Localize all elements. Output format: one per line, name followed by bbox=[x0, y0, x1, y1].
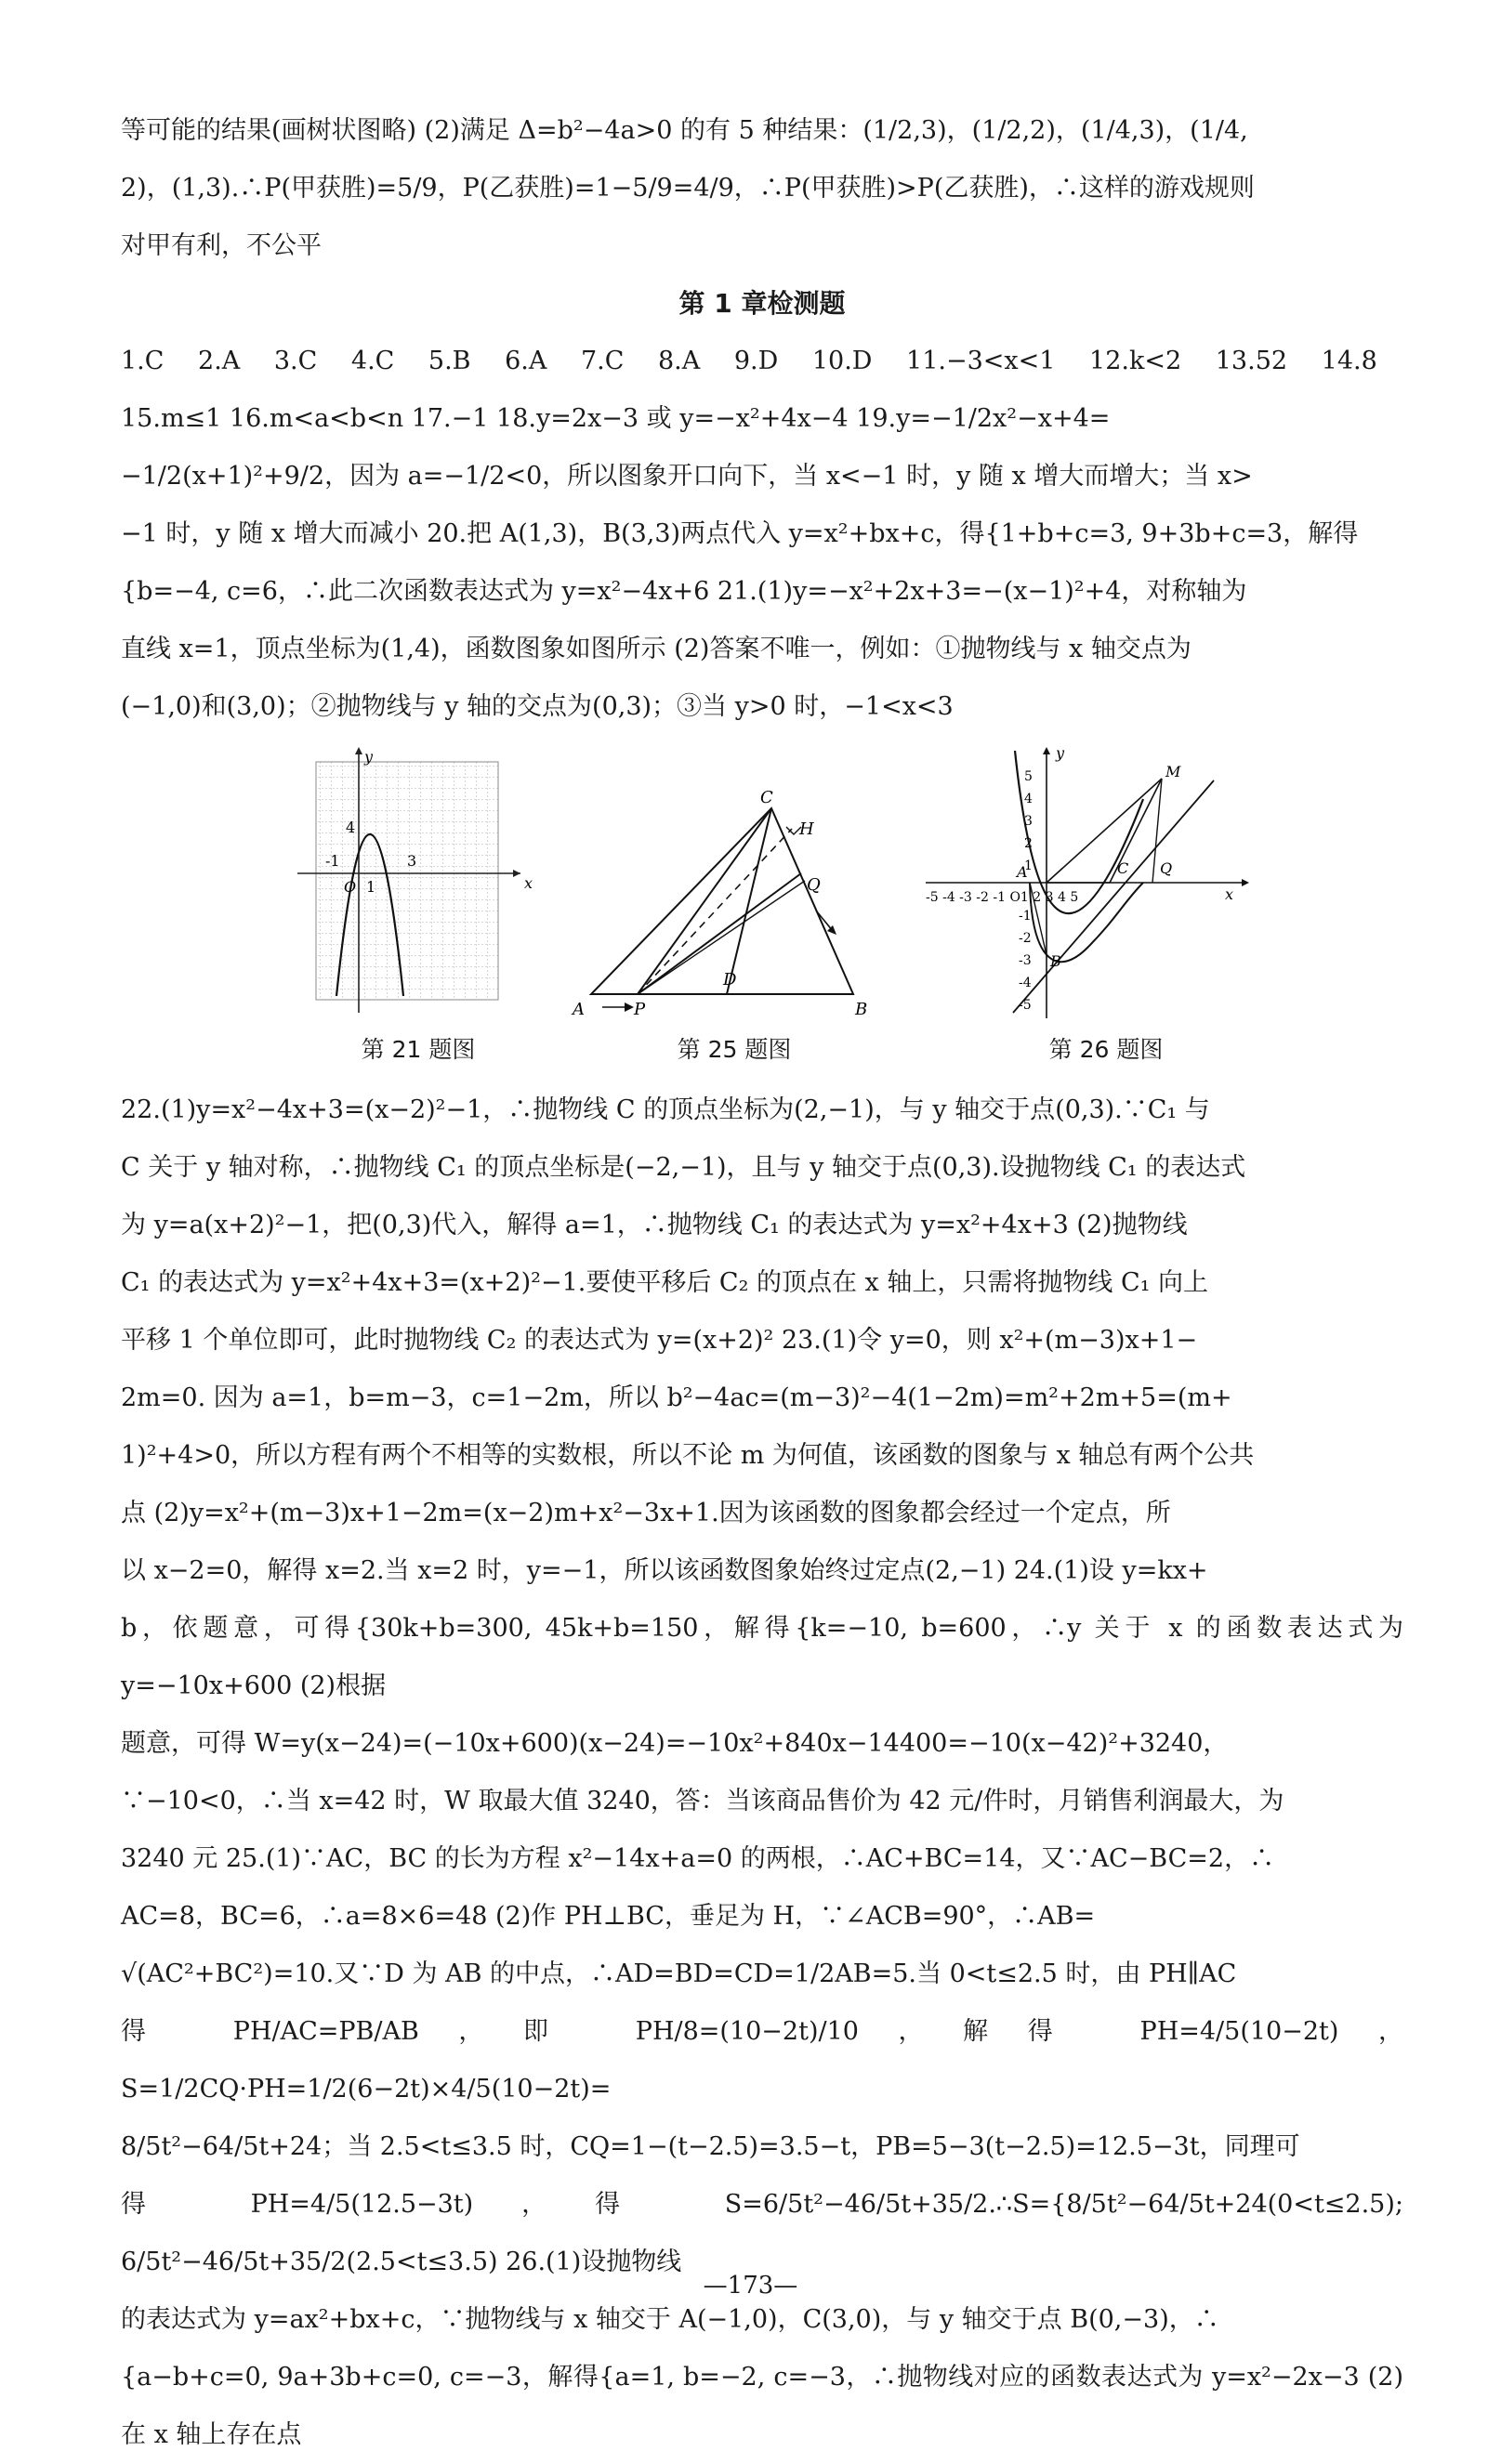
fig21-tick-1: 1 bbox=[366, 878, 376, 896]
answer-item: 5.B bbox=[428, 347, 471, 375]
answer-item: 10.D bbox=[811, 347, 873, 375]
figures-row bbox=[121, 743, 1403, 1078]
figure-25 bbox=[567, 771, 902, 1031]
solution-line: 题意，可得 W=y(x−24)=(−10x+600)(x−24)=−10x²+840x−14400=−10(x−42)²+3240， bbox=[121, 1729, 1229, 1758]
caption-fig-25: 第 25 题图 bbox=[677, 1036, 792, 1063]
fig26-y-tick-neg4: -4 bbox=[1019, 976, 1032, 990]
solution-line: 3240 元 25.(1)∵AC，BC 的长为方程 x²−14x+a=0 的两根，∴AC+BC=14，又∵AC−BC=2，∴ bbox=[121, 1844, 1275, 1873]
fig25-label-C: C bbox=[760, 788, 773, 807]
fig26-y-tick-neg1: -1 bbox=[1019, 909, 1032, 924]
fig21-tick-3: 3 bbox=[407, 852, 417, 870]
fig26-y-label: y bbox=[1056, 744, 1065, 762]
answers-line-2: 15.m≤1 16.m<a<b<n 17.−1 18.y=2x−3 或 y=−x²+4x−4 19.y=−1/2x²−x+4= bbox=[121, 404, 1111, 433]
solution-19-line-2: −1 时，y 随 x 增大而减小 20.把 A(1,3)，B(3,3)两点代入 y=x²+bx+c，得{1+b+c=3, 9+3b+c=3，解得 bbox=[121, 519, 1359, 548]
answer-item: 2.A bbox=[198, 347, 241, 375]
fig21-origin-label: O bbox=[344, 878, 357, 896]
caption-fig-26: 第 26 题图 bbox=[1048, 1036, 1164, 1063]
solution-21-line-3: (−1,0)和(3,0)；②抛物线与 y 轴的交点为(0,3)；③当 y>0 时，−1<x<3 bbox=[121, 692, 954, 721]
answer-item: 13.52 bbox=[1215, 347, 1288, 375]
answer-item: 1.C bbox=[121, 347, 165, 375]
fig26-y-tick-2: 2 bbox=[1024, 836, 1033, 851]
fig26-y-tick-4: 4 bbox=[1024, 792, 1033, 806]
solution-line: {a−b+c=0, 9a+3b+c=0, c=−3，解得{a=1, b=−2, c=−3，∴抛物线对应的函数表达式为 y=x²−2x−3 (2)在 x 轴上存在点 bbox=[121, 2363, 1403, 2449]
solution-line: 22.(1)y=x²−4x+3=(x−2)²−1，∴抛物线 C 的顶点坐标为(2,−1)，与 y 轴交于点(0,3).∵C₁ 与 bbox=[121, 1095, 1210, 1124]
solution-line: 1)²+4>0，所以方程有两个不相等的实数根，所以不论 m 为何值，该函数的图象与 x 轴总有两个公共 bbox=[121, 1441, 1255, 1470]
fig25-label-D: D bbox=[723, 970, 737, 990]
answer-item: 14.8 bbox=[1321, 347, 1377, 375]
fig21-tick-4: 4 bbox=[346, 819, 356, 836]
fig26-x-ticks: -5 -4 -3 -2 -1 O1 2 3 4 5 bbox=[926, 890, 1079, 905]
fig26-label-M: M bbox=[1165, 763, 1181, 780]
solution-line: 点 (2)y=x²+(m−3)x+1−2m=(x−2)m+x²−3x+1.因为该函数的图象都会经过一个定点，所 bbox=[121, 1499, 1171, 1527]
fig25-label-Q: Q bbox=[807, 875, 821, 895]
page-number: —173— bbox=[703, 2272, 798, 2300]
fig26-y-tick-neg3: -3 bbox=[1019, 953, 1032, 968]
fig25-label-P: P bbox=[634, 1000, 646, 1019]
solution-line: 得 PH=4/5(12.5−3t)，得 S=6/5t²−46/5t+35/2.∴S={8/5t²−64/5t+24(0<t≤2.5); 6/5t²−46/5t+35/2(2.5<t≤3.5) 26.(1)设抛物线 bbox=[121, 2190, 1403, 2276]
solution-line: 以 x−2=0，解得 x=2.当 x=2 时，y=−1，所以该函数图象始终过定点(2,−1) 24.(1)设 y=kx+ bbox=[121, 1556, 1208, 1585]
fig25-label-H: H bbox=[799, 819, 814, 839]
figure-26 bbox=[920, 743, 1255, 1022]
solution-21-line-2: 直线 x=1，顶点坐标为(1,4)，函数图象如图所示 (2)答案不唯一，例如：①抛物线与 x 轴交点为 bbox=[121, 635, 1192, 663]
fig26-y-tick-neg5: -5 bbox=[1019, 998, 1032, 1013]
solution-line: 为 y=a(x+2)²−1，把(0,3)代入，解得 a=1，∴抛物线 C₁ 的表达式为 y=x²+4x+3 (2)抛物线 bbox=[121, 1211, 1188, 1239]
fig26-label-Q: Q bbox=[1160, 859, 1173, 877]
answer-item: 4.C bbox=[350, 347, 395, 375]
fig26-label-C: C bbox=[1117, 859, 1129, 877]
caption-fig-21: 第 21 题图 bbox=[361, 1036, 476, 1063]
section-title: 第 1 章检测题 bbox=[678, 288, 846, 319]
fig26-y-tick-neg2: -2 bbox=[1019, 931, 1032, 946]
fig26-y-tick-5: 5 bbox=[1024, 769, 1033, 784]
fig26-y-tick-1: 1 bbox=[1024, 858, 1033, 873]
solution-line: C 关于 y 轴对称，∴抛物线 C₁ 的顶点坐标是(−2,−1)，且与 y 轴交于点(0,3).设抛物线 C₁ 的表达式 bbox=[121, 1153, 1246, 1182]
solution-line: 的表达式为 y=ax²+bx+c，∵抛物线与 x 轴交于 A(−1,0)，C(3,0)，与 y 轴交于点 B(0,−3)，∴ bbox=[121, 2305, 1219, 2334]
fig25-label-B: B bbox=[855, 1000, 868, 1019]
intro-line-3: 对甲有利，不公平 bbox=[121, 231, 322, 260]
answer-item: 6.A bbox=[505, 347, 547, 375]
solution-line: ∵−10<0，∴当 x=42 时，W 取最大值 3240，答：当该商品售价为 42 元/件时，月销售利润最大，为 bbox=[121, 1787, 1284, 1815]
solution-line: 得 PH/AC=PB/AB，即 PH/8=(10−2t)/10，解得 PH=4/5(10−2t)，S=1/2CQ·PH=1/2(6−2t)×4/5(10−2t)= bbox=[121, 2017, 1403, 2104]
solution-19-line-1: −1/2(x+1)²+9/2，因为 a=−1/2<0，所以图象开口向下，当 x<−1 时，y 随 x 增大而增大；当 x> bbox=[121, 462, 1253, 491]
solution-line: 2m=0. 因为 a=1，b=m−3，c=1−2m，所以 b²−4ac=(m−3)²−4(1−2m)=m²+2m+5=(m+ bbox=[121, 1383, 1232, 1412]
solution-20-line: {b=−4, c=6，∴此二次函数表达式为 y=x²−4x+6 21.(1)y=−x²+2x+3=−(x−1)²+4，对称轴为 bbox=[121, 577, 1247, 606]
intro-line-2: 2)，(1,3).∴P(甲获胜)=5/9，P(乙获胜)=1−5/9=4/9，∴P(甲获胜)>P(乙获胜)，∴这样的游戏规则 bbox=[121, 174, 1255, 203]
fig25-label-A: A bbox=[573, 1000, 585, 1019]
intro-line-1: 等可能的结果(画树状图略) (2)满足 Δ=b²−4a>0 的有 5 种结果：(1/2,3)，(1/2,2)，(1/4,3)，(1/4, bbox=[121, 116, 1248, 145]
solution-line: C₁ 的表达式为 y=x²+4x+3=(x+2)²−1.要使平移后 C₂ 的顶点在 x 轴上，只需将抛物线 C₁ 向上 bbox=[121, 1268, 1209, 1297]
fig26-label-B: B bbox=[1050, 952, 1061, 970]
fig26-label-A: A bbox=[1017, 863, 1028, 881]
answer-item: 3.C bbox=[273, 347, 318, 375]
answer-item: 8.A bbox=[657, 347, 701, 375]
solution-line: AC=8，BC=6，∴a=8×6=48 (2)作 PH⊥BC，垂足为 H，∵∠ACB=90°，∴AB= bbox=[121, 1902, 1096, 1931]
solution-line: 8/5t²−64/5t+24；当 2.5<t≤3.5 时，CQ=1−(t−2.5)=3.5−t，PB=5−3(t−2.5)=12.5−3t，同理可 bbox=[121, 2132, 1300, 2161]
page-content bbox=[121, 102, 1403, 2464]
answer-item: 12.k<2 bbox=[1089, 347, 1182, 375]
fig21-y-label: y bbox=[364, 748, 374, 766]
solution-line: √(AC²+BC²)=10.又∵D 为 AB 的中点，∴AD=BD=CD=1/2AB=5.当 0<t≤2.5 时，由 PH∥AC bbox=[121, 1959, 1237, 1988]
fig26-x-label: x bbox=[1225, 885, 1234, 903]
answer-item: 9.D bbox=[733, 347, 779, 375]
fig21-tick-neg1: -1 bbox=[325, 852, 340, 870]
answers-line-1 bbox=[121, 333, 1403, 390]
fig26-y-tick-3: 3 bbox=[1024, 814, 1033, 829]
solution-line: 平移 1 个单位即可，此时抛物线 C₂ 的表达式为 y=(x+2)² 23.(1)令 y=0，则 x²+(m−3)x+1− bbox=[121, 1326, 1198, 1355]
figure-21 bbox=[297, 743, 539, 1022]
answer-item: 11.−3<x<1 bbox=[906, 347, 1056, 375]
solution-line: b，依题意，可得{30k+b=300, 45k+b=150，解得{k=−10, b=600，∴y 关于 x 的函数表达式为 y=−10x+600 (2)根据 bbox=[121, 1614, 1403, 1700]
fig21-x-label: x bbox=[524, 874, 533, 892]
answer-item: 7.C bbox=[580, 347, 625, 375]
